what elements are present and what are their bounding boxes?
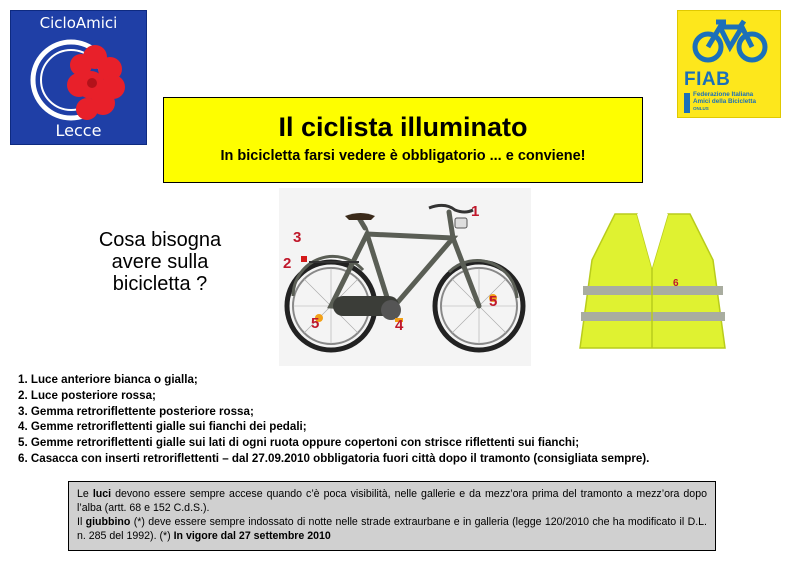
note-lights — [77, 487, 707, 515]
equipment-list — [18, 372, 649, 467]
list-item: 4. Gemme retroriflettenti gialle sui fianchi dei pedali; — [18, 420, 307, 434]
bike-label-2: 2 — [283, 255, 292, 272]
vest-image — [575, 208, 730, 353]
question-line-3: bicicletta ? — [112, 273, 208, 295]
note-vest-prefix: Il — [77, 516, 86, 528]
bicycle-icon — [279, 188, 531, 366]
bike-label-1: 1 — [471, 203, 480, 220]
list-item: 3. Gemma retroriflettente posteriore rossa; — [18, 404, 254, 418]
fiab-acronym: FIAB — [684, 69, 731, 90]
note-vest-keyword: giubbino — [85, 516, 131, 528]
vest-label-6: 6 — [673, 278, 679, 289]
cicloamici-name: CicloAmici — [39, 14, 118, 32]
cicloamici-wheel-flower-icon — [25, 35, 133, 125]
fiab-bicycle-icon — [690, 19, 770, 65]
note-box — [68, 481, 716, 551]
safety-vest-icon — [575, 208, 730, 353]
note-vest — [77, 515, 707, 543]
bike-label-5-rear: 5 — [311, 315, 320, 332]
page-title: Il ciclista illuminato — [278, 112, 528, 142]
question-text — [80, 229, 240, 295]
list-item: 6. Casacca con inserti retroriflettenti – dal 27.09.2010 obbligatoria fuori città dopo il tramonto (consigliata sempre). — [18, 451, 650, 465]
question-line-1: Cosa bisogna — [98, 229, 222, 251]
page-subtitle: In bicicletta farsi vedere è obbligatorio ... e conviene! — [220, 148, 586, 164]
cicloamici-city: Lecce — [55, 121, 102, 140]
note-lights-text: devono essere sempre accese quando c’è poca visibilità, nelle gallerie e da mezz’ora prima del tramonto a mezz’ora dopo l’alba (artt. 68 e 152 C.d.S.). — [77, 488, 707, 514]
note-lights-keyword: luci — [92, 488, 112, 500]
cicloamici-logo — [10, 10, 147, 145]
bike-label-5-front: 5 — [489, 293, 498, 310]
fiab-subtitle-line-1: Federazione Italiana — [693, 91, 754, 98]
fiab-onlus: ONLUS — [693, 106, 709, 111]
note-lights-prefix: Le — [77, 488, 93, 500]
fiab-subtitle-line-2: Amici della Bicicletta — [693, 98, 756, 105]
question-line-2: avere sulla — [111, 251, 209, 273]
note-vest-effective-date: In vigore dal 27 settembre 2010 — [173, 530, 331, 542]
fiab-subtitle — [693, 91, 756, 112]
fiab-bar — [684, 93, 690, 113]
list-item: 5. Gemme retroriflettenti gialle sui lati di ogni ruota oppure copertoni con strisce riflettenti sui fianchi; — [18, 436, 580, 450]
title-box — [163, 97, 643, 183]
bicycle-image — [279, 188, 531, 366]
note-vest-text: (*) deve essere sempre indossato di notte nelle strade extraurbane e in galleria (legge 120/2010 che ha modificato il D.L. n. 285 del 1992). (*) — [77, 516, 707, 542]
fiab-logo — [677, 10, 781, 118]
list-item: 2. Luce posteriore rossa; — [18, 388, 156, 402]
list-item: 1. Luce anteriore bianca o gialla; — [18, 373, 198, 386]
bike-label-3: 3 — [293, 229, 302, 246]
bike-label-4: 4 — [395, 317, 404, 334]
